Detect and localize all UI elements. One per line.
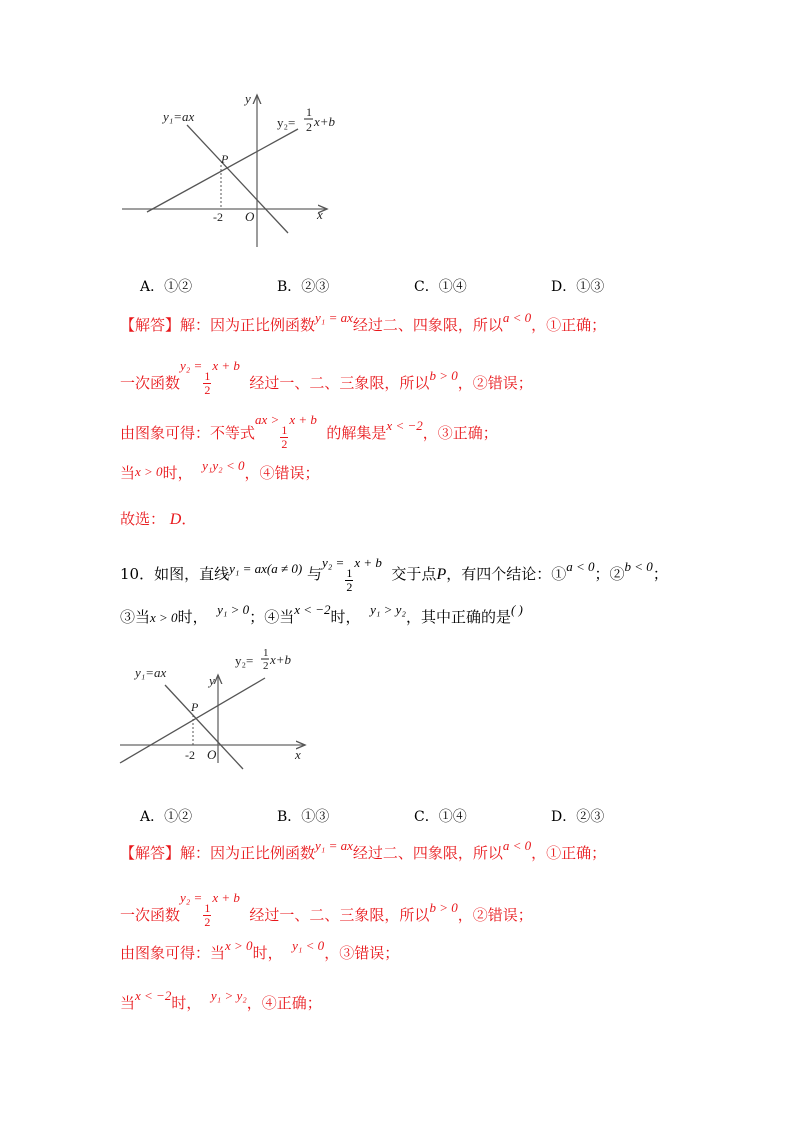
q9-solution-line-2 bbox=[120, 358, 533, 397]
math: y₁y₂ < 0 bbox=[202, 458, 245, 473]
tick-label: -2 bbox=[213, 210, 223, 224]
text: ，其中正确的是 bbox=[405, 608, 511, 626]
numerator: 1 bbox=[204, 369, 211, 383]
q10-option-c[interactable]: C．①④ bbox=[414, 809, 467, 825]
math: y₁ < 0 bbox=[292, 938, 325, 953]
math: x > 0 bbox=[225, 938, 253, 953]
y2-label-den: 2 bbox=[263, 660, 269, 672]
y2-label-right: x+b bbox=[314, 114, 336, 129]
text: ，①正确； bbox=[531, 844, 607, 862]
math: P bbox=[436, 566, 447, 583]
math: x > 0 bbox=[150, 610, 178, 625]
math: x < −2 bbox=[386, 418, 423, 433]
line-y2 bbox=[147, 129, 298, 212]
answer-blank: ( ) bbox=[510, 602, 523, 617]
text: 经过二、四象限，所以 bbox=[352, 844, 503, 862]
solution-tag: 【解答】 bbox=[120, 316, 181, 334]
y2-label-right: x+b bbox=[270, 652, 292, 667]
solution-tag: 【解答】 bbox=[120, 844, 181, 862]
q10-line-2 bbox=[120, 602, 523, 627]
fraction bbox=[203, 370, 211, 397]
q9-option-c[interactable]: C．①④ bbox=[414, 279, 467, 295]
text: ；④当 bbox=[249, 608, 295, 626]
math: y₂ = bbox=[180, 890, 203, 905]
y2-label-den: 2 bbox=[306, 120, 312, 134]
text: ，④正确； bbox=[246, 994, 322, 1012]
y2-label-left: y₂= bbox=[277, 115, 296, 130]
math: x < −2 bbox=[135, 988, 172, 1003]
text: 由图象可得：不等式 bbox=[120, 424, 256, 442]
text: ；② bbox=[594, 565, 625, 583]
q10-solution-line-3 bbox=[120, 938, 399, 963]
q9-option-b[interactable]: B．②③ bbox=[277, 279, 330, 295]
text: 解：因为正比例函数 bbox=[180, 844, 316, 862]
text: 当 bbox=[120, 994, 136, 1012]
text: ③当 bbox=[120, 608, 151, 626]
figure-1-graph bbox=[115, 85, 355, 255]
math: b > 0 bbox=[429, 900, 458, 915]
point-p-label: P bbox=[221, 152, 229, 166]
tick-label: -2 bbox=[185, 748, 195, 762]
math: x + b bbox=[212, 358, 240, 373]
text: ，②错误； bbox=[457, 374, 533, 392]
q10-option-b[interactable]: B．①③ bbox=[277, 809, 330, 825]
text: ，①正确； bbox=[531, 316, 607, 334]
text: 交于点 bbox=[391, 565, 437, 583]
math: a < 0 bbox=[502, 310, 532, 325]
figure-2-graph bbox=[115, 645, 320, 775]
math: a < 0 bbox=[502, 838, 532, 853]
text: 经过一、二、三象限，所以 bbox=[249, 906, 430, 924]
text: ，③正确； bbox=[422, 424, 498, 442]
denominator: 2 bbox=[204, 383, 211, 397]
denominator: 2 bbox=[204, 915, 211, 929]
text: 的解集是 bbox=[326, 424, 387, 442]
q9-solution-line-1 bbox=[120, 310, 606, 335]
math: y₂ = bbox=[322, 555, 345, 570]
text: 经过二、四象限，所以 bbox=[352, 316, 503, 334]
q10-solution-line-1 bbox=[120, 838, 606, 863]
y2-label-num: 1 bbox=[306, 105, 312, 119]
q9-solution-line-3 bbox=[120, 412, 498, 451]
math: y₁ = ax(a ≠ 0) bbox=[229, 561, 303, 576]
text: 当 bbox=[120, 464, 136, 482]
text: 与 bbox=[307, 565, 323, 583]
math: x + b bbox=[212, 890, 240, 905]
q10-solution-line-2 bbox=[120, 890, 533, 929]
text: 解：因为正比例函数 bbox=[180, 316, 316, 334]
denominator: 2 bbox=[281, 437, 288, 451]
math: x > 0 bbox=[135, 464, 163, 479]
text: ，有四个结论：① bbox=[446, 565, 567, 583]
text: 时， bbox=[162, 464, 193, 482]
fraction bbox=[280, 424, 288, 451]
q9-option-a[interactable]: A．①② bbox=[140, 279, 193, 295]
y-axis-label: y bbox=[209, 673, 215, 688]
text: 10．如图，直线 bbox=[120, 565, 230, 583]
x-axis-label: x bbox=[317, 207, 323, 222]
text: ，②错误； bbox=[457, 906, 533, 924]
q9-option-d[interactable]: D．①③ bbox=[551, 279, 605, 295]
q10-solution-line-4 bbox=[120, 988, 322, 1013]
point-p-label: P bbox=[191, 700, 199, 714]
numerator: 1 bbox=[346, 566, 353, 580]
math: y₂ = bbox=[180, 358, 203, 373]
math: ax > bbox=[255, 412, 280, 427]
text: 一次函数 bbox=[120, 374, 181, 392]
math: x + b bbox=[354, 555, 382, 570]
math: y₁ = ax bbox=[315, 310, 353, 325]
numerator: 1 bbox=[204, 901, 211, 915]
math: y₁ > y₂ bbox=[370, 602, 406, 617]
text: 时， bbox=[177, 608, 208, 626]
origin-label: O bbox=[245, 209, 255, 224]
text: 时， bbox=[171, 994, 202, 1012]
x-axis-label: x bbox=[295, 747, 301, 762]
math: y₁ > 0 bbox=[217, 602, 250, 617]
fraction bbox=[203, 902, 211, 929]
text: ，③错误； bbox=[324, 944, 400, 962]
y2-label-num: 1 bbox=[263, 647, 269, 659]
text: 故选： bbox=[120, 510, 166, 528]
origin-label: O bbox=[207, 747, 217, 762]
text: 一次函数 bbox=[120, 906, 181, 924]
text: 经过一、二、三象限，所以 bbox=[249, 374, 430, 392]
math: y₁ > y₂ bbox=[210, 988, 247, 1003]
math: y₁ = ax bbox=[315, 838, 353, 853]
denominator: 2 bbox=[346, 580, 353, 594]
q10-option-d[interactable]: D．②③ bbox=[551, 809, 605, 825]
q9-solution-line-5 bbox=[120, 508, 196, 529]
answer: D bbox=[169, 511, 182, 528]
text: ． bbox=[181, 510, 197, 528]
q10-line-1 bbox=[120, 555, 668, 594]
text: 由图象可得：当 bbox=[120, 944, 226, 962]
q9-solution-line-4 bbox=[120, 458, 320, 483]
text: 时， bbox=[252, 944, 283, 962]
y-axis-label: y bbox=[245, 91, 251, 106]
math: b < 0 bbox=[624, 559, 653, 574]
q10-option-a[interactable]: A．①② bbox=[140, 809, 193, 825]
y2-label-left: y₂= bbox=[235, 653, 254, 668]
numerator: 1 bbox=[281, 423, 288, 437]
text: 时， bbox=[330, 608, 361, 626]
math: a < 0 bbox=[566, 559, 595, 574]
line-y1 bbox=[187, 125, 288, 233]
text: ，④错误； bbox=[244, 464, 320, 482]
math: x + b bbox=[289, 412, 317, 427]
y1-label: y₁=ax bbox=[163, 109, 195, 124]
math: x < −2 bbox=[294, 602, 331, 617]
y1-label: y₁=ax bbox=[135, 665, 167, 680]
text: ； bbox=[652, 565, 668, 583]
fraction bbox=[345, 567, 353, 594]
math: b > 0 bbox=[429, 368, 458, 383]
